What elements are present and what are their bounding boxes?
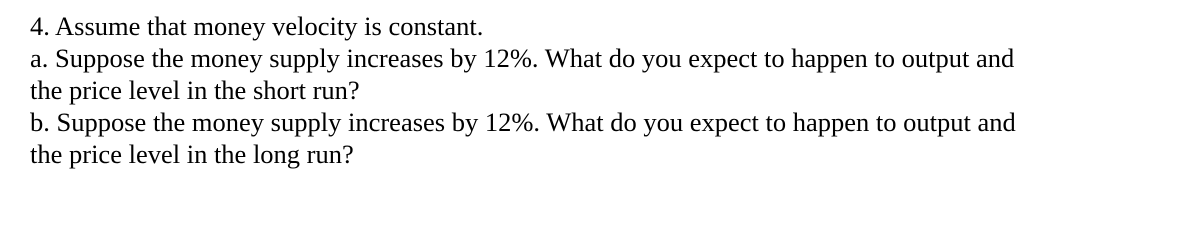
- part-b-line-1: b. Suppose the money supply increases by 12%. What do you expect to happen to output and: [30, 107, 1016, 137]
- part-b: [30, 106, 1190, 170]
- question-intro: 4. Assume that money velocity is constant.: [30, 11, 484, 41]
- part-b-line-2: the price level in the long run?: [30, 139, 354, 169]
- part-a: [30, 42, 1190, 106]
- part-a-line-1: a. Suppose the money supply increases by 12%. What do you expect to happen to output and: [30, 43, 1015, 73]
- question-block: [30, 10, 1190, 170]
- part-a-line-2: the price level in the short run?: [30, 75, 360, 105]
